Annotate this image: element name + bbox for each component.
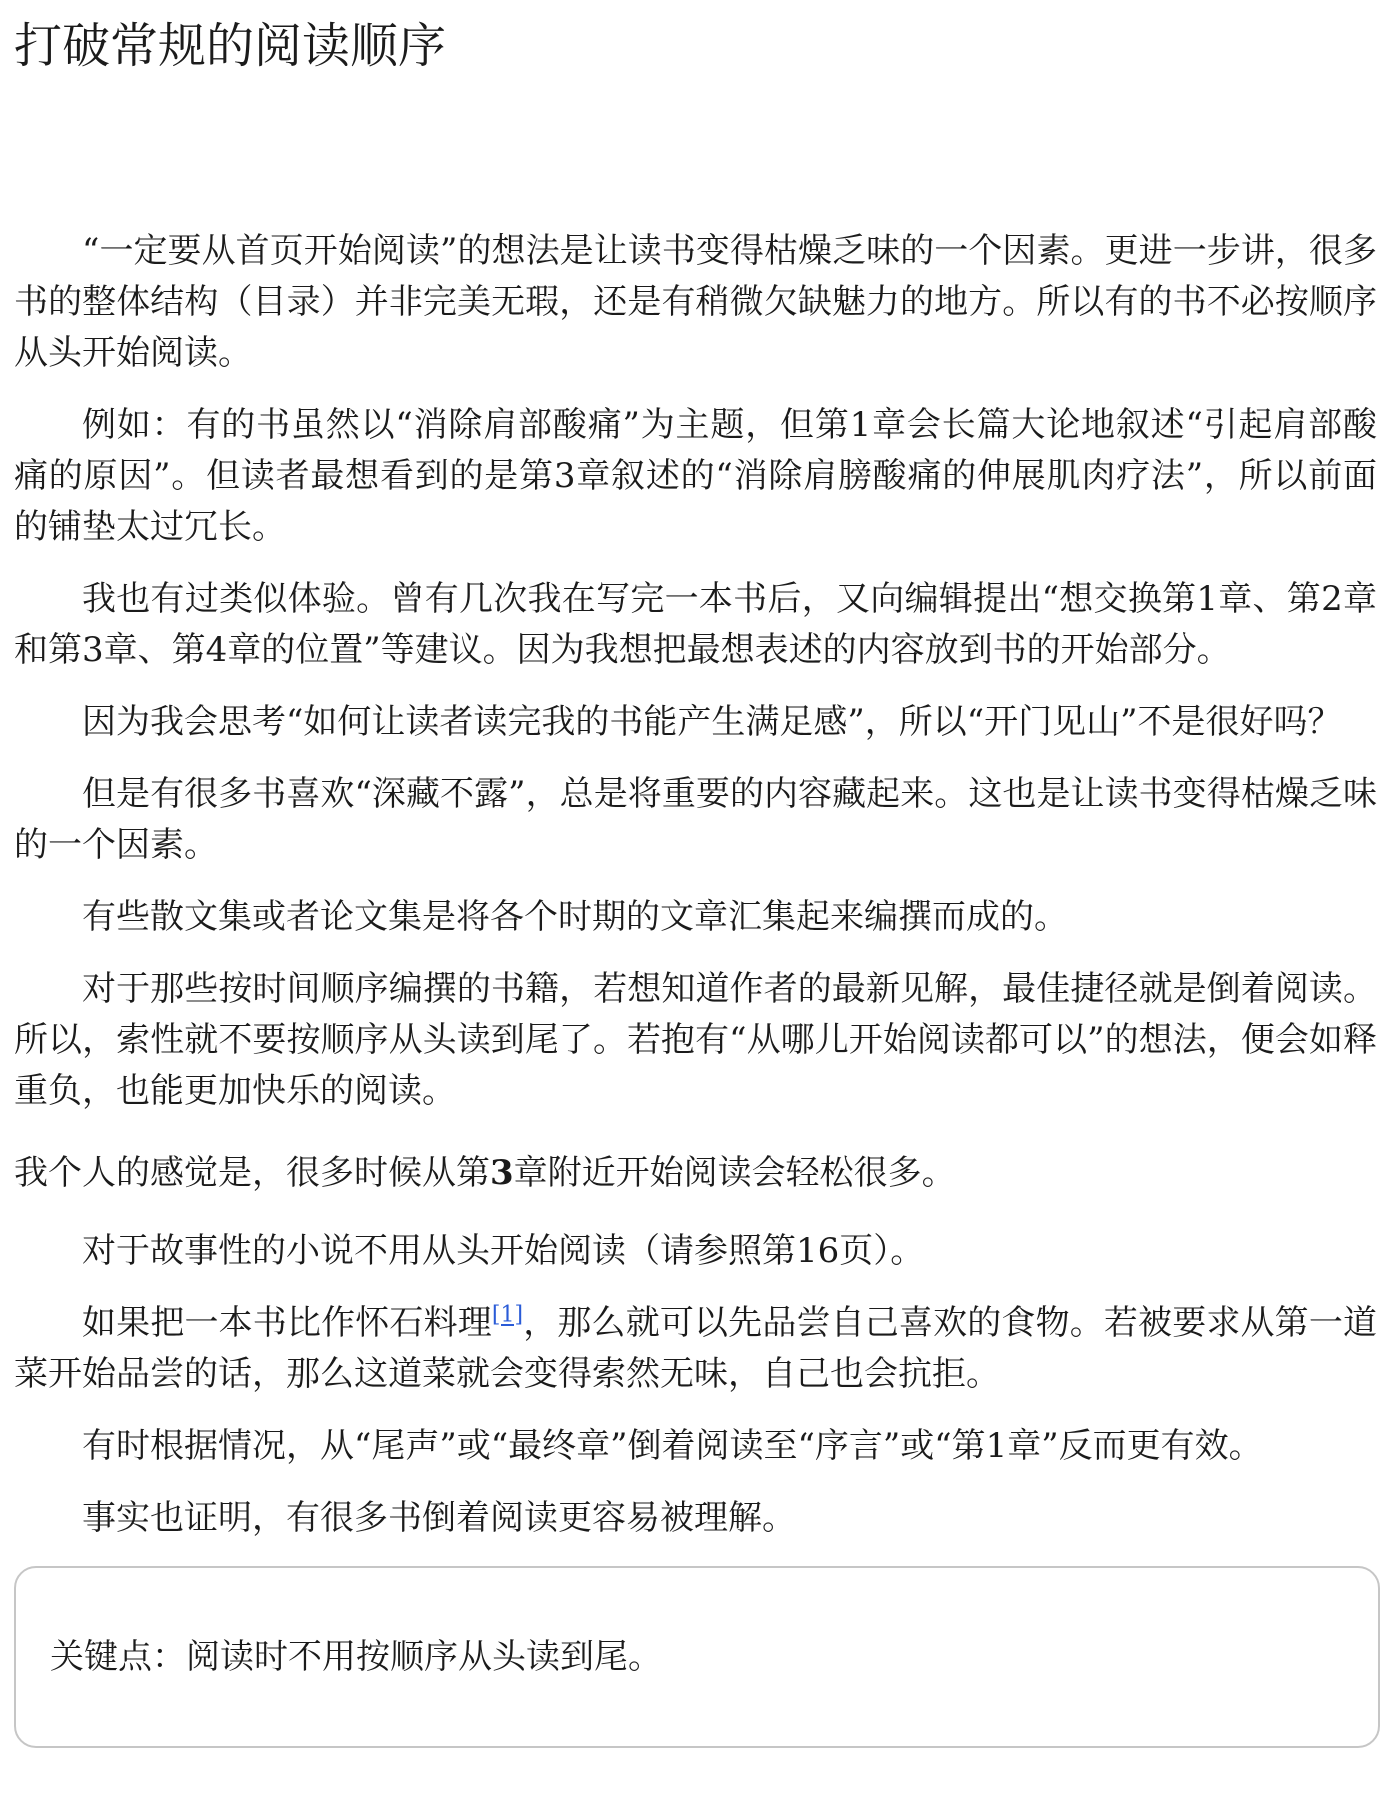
- paragraph: “一定要从首页开始阅读”的想法是让读书变得枯燥乏味的一个因素。更进一步讲，很多书的整体结构（目录）并非完美无瑕，还是有稍微欠缺魅力的地方。所以有的书不必按顺序从头开始阅读。: [14, 231, 1377, 373]
- paragraph: 我也有过类似体验。曾有几次我在写完一本书后，又向编辑提出“想交换第1章、第2章和第3章、第4章的位置”等建议。因为我想把最想表述的内容放到书的开始部分。: [14, 579, 1377, 670]
- paragraph: 但是有很多书喜欢“深藏不露”，总是将重要的内容藏起来。这也是让读书变得枯燥乏味的一个因素。: [14, 774, 1377, 865]
- paragraph-footnote-text-before: 如果把一本书比作怀石料理: [82, 1303, 492, 1343]
- footnote-link[interactable]: [1]: [491, 1302, 524, 1328]
- paragraph-opinion-text-after: 章附近开始阅读会轻松很多。: [513, 1153, 956, 1193]
- paragraph-with-footnote: [14, 1298, 1377, 1400]
- paragraph-opinion: [14, 1148, 1377, 1199]
- paragraph: 对于那些按时间顺序编撰的书籍，若想知道作者的最新见解，最佳捷径就是倒着阅读。所以，索性就不要按顺序从头读到尾了。若抱有“从哪儿开始阅读都可以”的想法，便会如释重负，也能更加快乐的阅读。: [14, 969, 1377, 1111]
- key-point-text: 关键点：阅读时不用按顺序从头读到尾。: [50, 1636, 662, 1677]
- paragraph: 有时根据情况，从“尾声”或“最终章”倒着阅读至“序言”或“第1章”反而更有效。: [82, 1426, 1263, 1466]
- page-title: 打破常规的阅读顺序: [14, 18, 447, 74]
- key-point-box: [14, 1566, 1380, 1748]
- paragraph: 有些散文集或者论文集是将各个时期的文章汇集起来编撰而成的。: [82, 897, 1068, 937]
- paragraph: 例如：有的书虽然以“消除肩部酸痛”为主题，但第1章会长篇大论地叙述“引起肩部酸痛的原因”。但读者最想看到的是第3章叙述的“消除肩膀酸痛的伸展肌肉疗法”，所以前面的铺垫太过冗长。: [14, 405, 1377, 547]
- article-body: [14, 226, 1377, 1544]
- paragraph: 因为我会思考“如何让读者读完我的书能产生满足感”，所以“开门见山”不是很好吗？: [82, 702, 1342, 742]
- paragraph: 事实也证明，有很多书倒着阅读更容易被理解。: [82, 1498, 796, 1538]
- paragraph-opinion-text-before: 我个人的感觉是，很多时候从第: [14, 1153, 490, 1193]
- paragraph-footnote-text-after: ，那么就可以先品尝自己喜欢的食物。若被要求从第一道菜开始品尝的话，那么这道菜就会变得索然无味，自己也会抗拒。: [14, 1303, 1377, 1394]
- paragraph: 对于故事性的小说不用从头开始阅读（请参照第16页）。: [82, 1231, 925, 1271]
- paragraph-opinion-bold-number: 3: [490, 1153, 514, 1193]
